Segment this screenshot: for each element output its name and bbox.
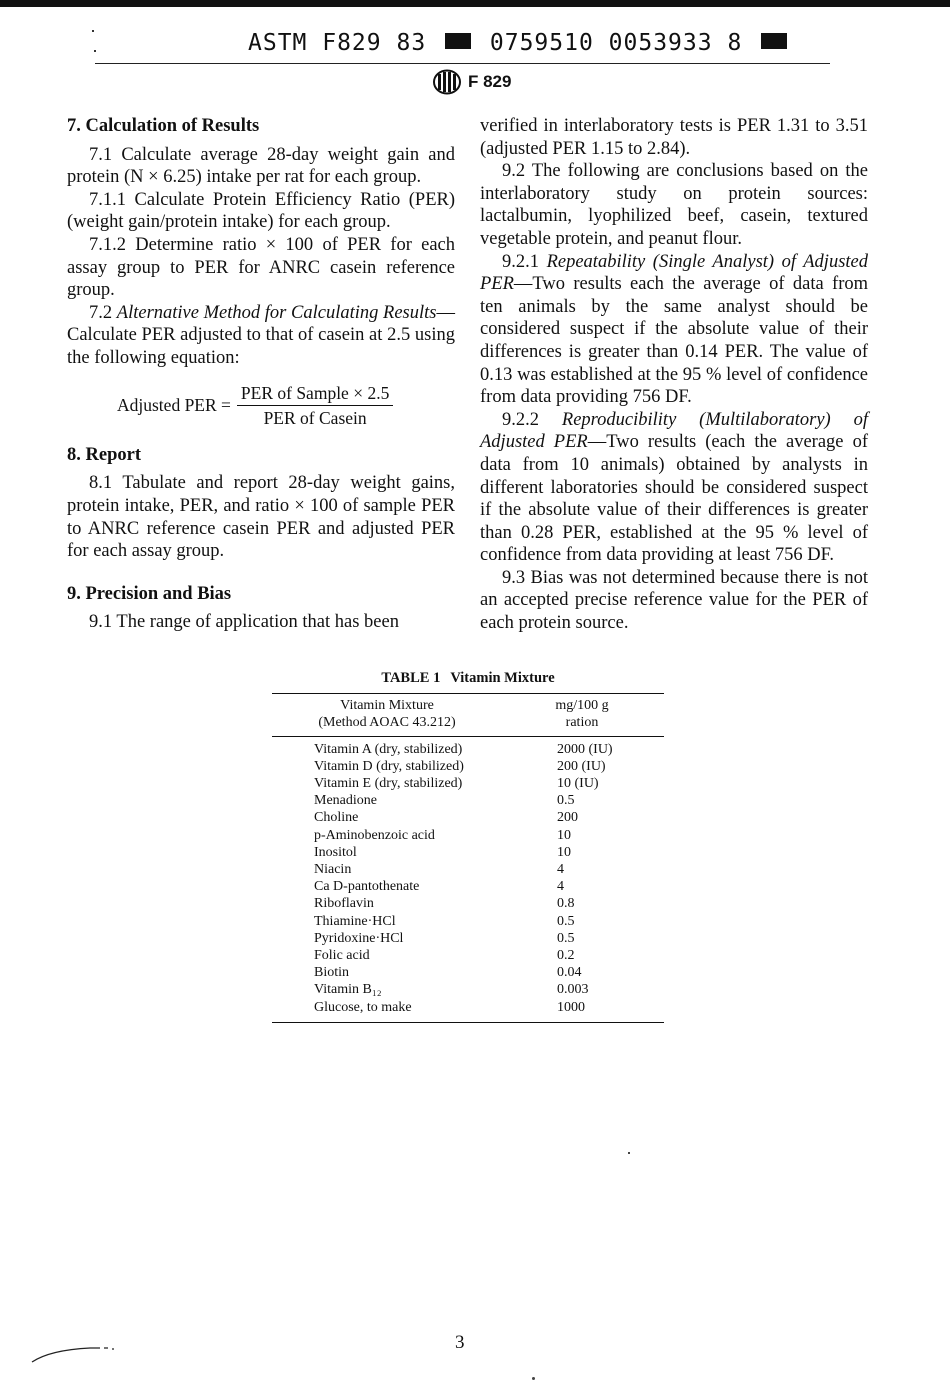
table-row xyxy=(272,741,664,758)
vitamin-amount: 0.8 xyxy=(557,896,575,912)
table-row xyxy=(272,809,664,826)
vitamin-name: Vitamin B₁₂ xyxy=(314,982,382,998)
table-header-name xyxy=(272,697,502,731)
right-column xyxy=(480,115,868,635)
table-row xyxy=(272,947,664,964)
paragraph-9-2: 9.2 The following are conclusions based on the interlaboratory study on protein sources: lactalbumin, lyophilized beef, casein, textured vegetable protein, and peanut flour. xyxy=(480,161,868,249)
vitamin-name: Folic acid xyxy=(314,948,370,964)
vitamin-amount: 0.5 xyxy=(557,930,575,946)
vitamin-amount: 10 (IU) xyxy=(557,776,599,792)
header-value-line2: ration xyxy=(565,715,599,731)
vitamin-amount: 0.04 xyxy=(557,965,582,981)
document-id-strip xyxy=(248,30,791,56)
equation-fraction xyxy=(237,382,393,430)
paragraph-9-1-continued: verified in interlaboratory tests is PER 1.31 to 3.51 (adjusted PER 1.15 to 2.84). xyxy=(480,116,868,159)
vitamin-name: Ca D-pantothenate xyxy=(314,879,420,895)
header-name-line2: (Method AOAC 43.212) xyxy=(318,715,456,731)
paragraph-7-1-2: 7.1.2 Determine ratio × 100 of PER for each assay group to PER for ANRC casein reference group. xyxy=(67,234,455,301)
table-row xyxy=(272,895,664,912)
vitamin-name: Pyridoxine·HCl xyxy=(314,930,404,946)
scan-artifact xyxy=(532,1377,535,1380)
astm-logo-icon xyxy=(432,69,462,95)
paragraph-7-2 xyxy=(67,302,455,370)
table-label: TABLE 1 xyxy=(381,670,441,686)
vitamin-amount: 2000 (IU) xyxy=(557,741,613,757)
section-7-heading: 7. Calculation of Results xyxy=(67,116,260,136)
vitamin-amount: 0.003 xyxy=(557,982,589,998)
vitamin-amount: 10 xyxy=(557,844,571,860)
standard-logo xyxy=(432,68,511,96)
table-title: Vitamin Mixture xyxy=(450,670,555,686)
scan-artifact xyxy=(628,1152,630,1154)
vitamin-amount: 1000 xyxy=(557,999,585,1015)
vitamin-name: Inositol xyxy=(314,844,357,860)
paragraph-7-2-title: Alternative Method for Calculating Results xyxy=(116,302,437,323)
table-header xyxy=(272,694,664,736)
vitamin-name: p-Aminobenzoic acid xyxy=(314,827,435,843)
vitamin-name: Thiamine·HCl xyxy=(314,913,396,929)
vitamin-amount: 200 xyxy=(557,810,578,826)
paragraph-9-2-2-text: —Two results (each the average of data from 10 animals) obtained by analysts in different laboratories should be considered suspect if the absolute value of their differences is greater than 0.28 PER, established at the 95 % level of confidence from data providing at least 756 DF. xyxy=(480,432,868,566)
table-row xyxy=(272,844,664,861)
paragraph-9-2-1-title: Repeatability (Single Analyst) of Adjusted PER xyxy=(480,251,869,295)
paragraph-8-1: 8.1 Tabulate and report 28-day weight gains, protein intake, PER, and ratio × 100 of sample PER to ANRC reference casein PER and adjusted PER for each assay group. xyxy=(67,473,455,562)
vitamin-amount: 4 xyxy=(557,879,564,895)
table-row xyxy=(272,999,664,1016)
vitamin-name: Glucose, to make xyxy=(314,999,412,1015)
vitamin-name: Choline xyxy=(314,810,359,826)
table-row xyxy=(272,861,664,878)
page-number: 3 xyxy=(455,1332,465,1353)
standard-number: F 829 xyxy=(468,72,512,91)
header-value-line1: mg/100 g xyxy=(555,698,609,714)
paragraph-9-2-2-title: Reproducibility (Multilaboratory) of Adjusted PER xyxy=(480,409,868,453)
table-body xyxy=(272,737,664,1023)
astm-designation: ASTM F829 83 xyxy=(248,30,427,56)
vitamin-name: Vitamin D (dry, stabilized) xyxy=(314,758,464,774)
table-row xyxy=(272,827,664,844)
vitamin-name: Niacin xyxy=(314,862,352,878)
vitamin-amount: 0.2 xyxy=(557,948,575,964)
paragraph-9-2-1-text: —Two results each the average of data from ten animals by the same analyst should be considered suspect if the absolute value of their differences is greater than 0.14 PER. The value of 0.13 was established at the 95 % level of confidence from data providing 756 DF. xyxy=(480,274,868,408)
vitamin-amount: 200 (IU) xyxy=(557,758,606,774)
table-row xyxy=(272,964,664,981)
paragraph-9-2-2 xyxy=(480,409,868,567)
section-9-heading: 9. Precision and Bias xyxy=(67,583,232,604)
equation-denominator: PER of Casein xyxy=(263,408,367,429)
paragraph-7-2-text: —Calculate PER adjusted to that of casein at 2.5 using the following equation: xyxy=(67,302,455,368)
equation-label: Adjusted PER = xyxy=(117,395,231,416)
barcode-block xyxy=(761,33,787,49)
paragraph-7-1: 7.1 Calculate average 28-day weight gain and protein (N × 6.25) intake per rat for each group. xyxy=(67,144,455,188)
equation-numerator: PER of Sample × 2.5 xyxy=(237,382,393,407)
scan-artifact xyxy=(92,30,94,32)
paragraph-9-2-1-number: 9.2.1 xyxy=(502,251,539,272)
vitamin-name: Menadione xyxy=(314,793,377,809)
vitamin-name: Riboflavin xyxy=(314,896,374,912)
vitamin-amount: 0.5 xyxy=(557,913,575,929)
vitamin-name: Biotin xyxy=(314,965,350,981)
table-row xyxy=(272,930,664,947)
section-8-heading: 8. Report xyxy=(67,444,141,465)
table-caption xyxy=(272,670,664,687)
paragraph-9-2-2-number: 9.2.2 xyxy=(502,409,539,430)
paragraph-7-1-1: 7.1.1 Calculate Protein Efficiency Ratio (PER) (weight gain/protein intake) for each group. xyxy=(67,189,455,233)
table-row xyxy=(272,981,664,998)
vitamin-mixture-table xyxy=(272,670,664,1023)
table-row xyxy=(272,758,664,775)
paragraph-9-2-1 xyxy=(480,251,868,409)
vitamin-name: Vitamin A (dry, stabilized) xyxy=(314,741,463,757)
table-header-value xyxy=(502,697,662,731)
table-row xyxy=(272,878,664,895)
barcode-block xyxy=(445,33,471,49)
table-row xyxy=(272,792,664,809)
document-codes: 0759510 0053933 8 xyxy=(489,30,743,56)
header-name-line1: Vitamin Mixture xyxy=(340,698,434,714)
vitamin-name: Vitamin E (dry, stabilized) xyxy=(314,776,463,792)
vitamin-amount: 4 xyxy=(557,862,564,878)
scan-mark xyxy=(30,1342,130,1364)
left-column xyxy=(67,115,455,634)
table-row xyxy=(272,913,664,930)
vitamin-amount: 10 xyxy=(557,827,571,843)
table-row xyxy=(272,775,664,792)
top-border xyxy=(0,0,950,7)
vitamin-amount: 0.5 xyxy=(557,793,575,809)
paragraph-9-3: 9.3 Bias was not determined because there is not an accepted precise reference value for the PER of each protein source. xyxy=(480,567,868,634)
adjusted-per-equation xyxy=(117,382,455,430)
paragraph-7-2-number: 7.2 xyxy=(89,302,113,323)
paragraph-9-1-start: 9.1 The range of application that has been xyxy=(89,612,399,633)
